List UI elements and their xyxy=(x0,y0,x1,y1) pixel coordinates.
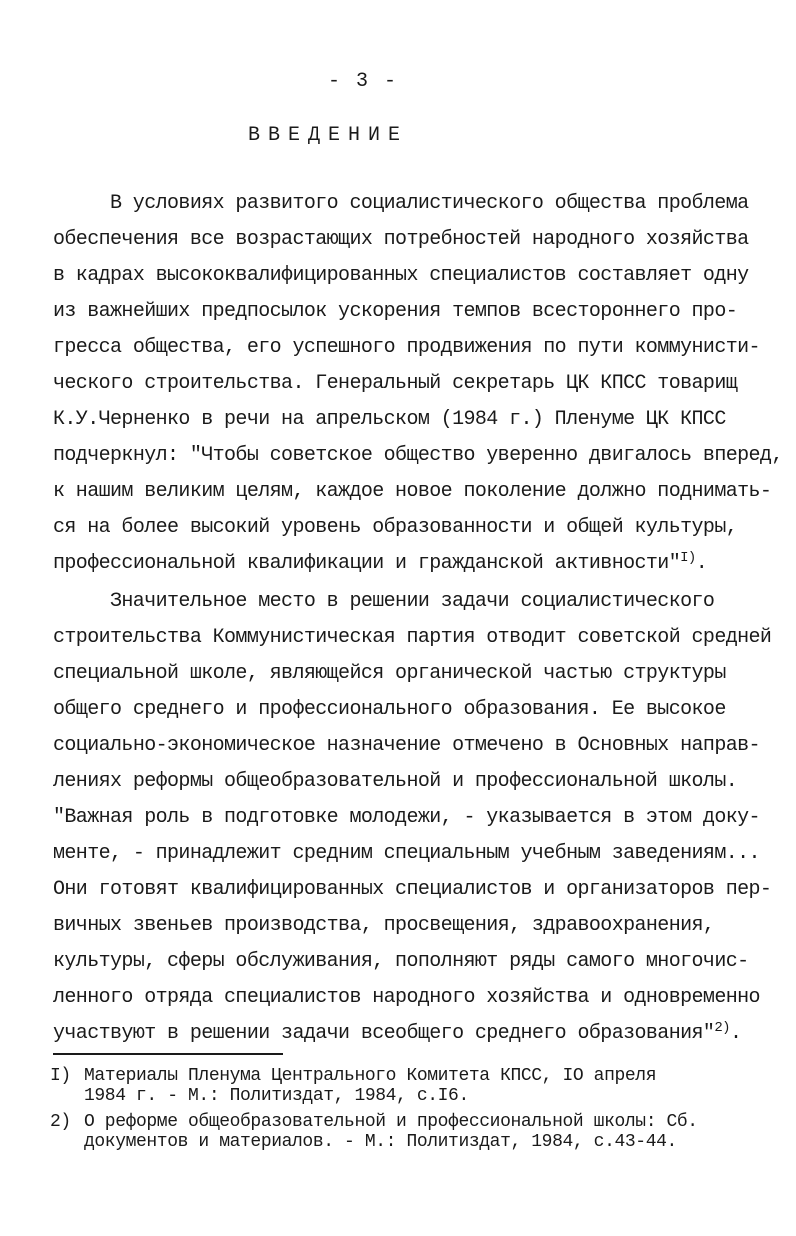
footnote-text: документов и материалов. - М.: Политиздат, 1984, с.43-44. xyxy=(84,1132,677,1152)
footnote-divider xyxy=(53,1053,283,1055)
paragraph-line: из важнейших предпосылок ускорения темпов всестороннего про- xyxy=(53,300,738,323)
footnote-text: О реформе общеобразовательной и профессиональной школы: Сб. xyxy=(84,1112,698,1132)
paragraph-line: культуры, сферы обслуживания, пополняют ряды самого многочис- xyxy=(53,950,749,973)
paragraph-line: ческого строительства. Генеральный секретарь ЦК КПСС товарищ xyxy=(53,372,738,395)
paragraph-line: ся на более высокий уровень образованности и общей культуры, xyxy=(53,516,738,539)
paragraph-line: менте, - принадлежит средним специальным учебным заведениям... xyxy=(53,842,760,865)
paragraph-line: специальной школе, являющейся органической частью структуры xyxy=(53,662,726,685)
sentence-end: . xyxy=(695,552,708,575)
paragraph-line: подчеркнул: "Чтобы советское общество уверенно двигалось вперед, xyxy=(53,444,783,467)
paragraph-line-last xyxy=(53,552,707,575)
paragraph-line: В условиях развитого социалистического общества проблема xyxy=(110,192,749,215)
paragraph-line: К.У.Черненко в речи на апрельском (1984 г.) Пленуме ЦК КПСС xyxy=(53,408,726,431)
paragraph-line: лениях реформы общеобразовательной и профессиональной школы. xyxy=(53,770,738,793)
footnote-ref: 2) xyxy=(714,1020,730,1036)
paragraph-line: Значительное место в решении задачи социалистического xyxy=(110,590,715,613)
paragraph-line: Они готовят квалифицированных специалистов и организаторов пер- xyxy=(53,878,772,901)
paragraph-line: в кадрах высококвалифицированных специалистов составляет одну xyxy=(53,264,749,287)
paragraph-line: к нашим великим целям, каждое новое поколение должно поднимать- xyxy=(53,480,772,503)
paragraph-line: вичных звеньев производства, просвещения, здравоохранения, xyxy=(53,914,715,937)
footnote-ref: I) xyxy=(680,550,696,566)
footnote-text: 1984 г. - М.: Политиздат, 1984, с.I6. xyxy=(84,1086,469,1106)
paragraph-text: профессиональной квалификации и гражданской активности" xyxy=(53,552,681,575)
page-title: ВВЕДЕНИЕ xyxy=(247,124,408,147)
page-number: - 3 - xyxy=(327,70,398,93)
paragraph-line: гресса общества, его успешного продвижения по пути коммунисти- xyxy=(53,336,760,359)
paragraph-text: участвуют в решении задачи всеобщего среднего образования" xyxy=(53,1022,715,1045)
footnote-number: I) xyxy=(50,1066,71,1086)
paragraph-line: ленного отряда специалистов народного хозяйства и одновременно xyxy=(53,986,760,1009)
paragraph-line: общего среднего и профессионального образования. Ее высокое xyxy=(53,698,726,721)
paragraph-line: социально-экономическое назначение отмечено в Основных направ- xyxy=(53,734,760,757)
paragraph-line-last xyxy=(53,1022,741,1045)
paragraph-line: обеспечения все возрастающих потребностей народного хозяйства xyxy=(53,228,749,251)
paragraph-line: строительства Коммунистическая партия отводит советской средней xyxy=(53,626,772,649)
sentence-end: . xyxy=(729,1022,742,1045)
footnote-number: 2) xyxy=(50,1112,71,1132)
footnote-text: Материалы Пленума Центрального Комитета КПСС, IO апреля xyxy=(84,1066,657,1086)
paragraph-line: "Важная роль в подготовке молодежи, - указывается в этом доку- xyxy=(53,806,760,829)
